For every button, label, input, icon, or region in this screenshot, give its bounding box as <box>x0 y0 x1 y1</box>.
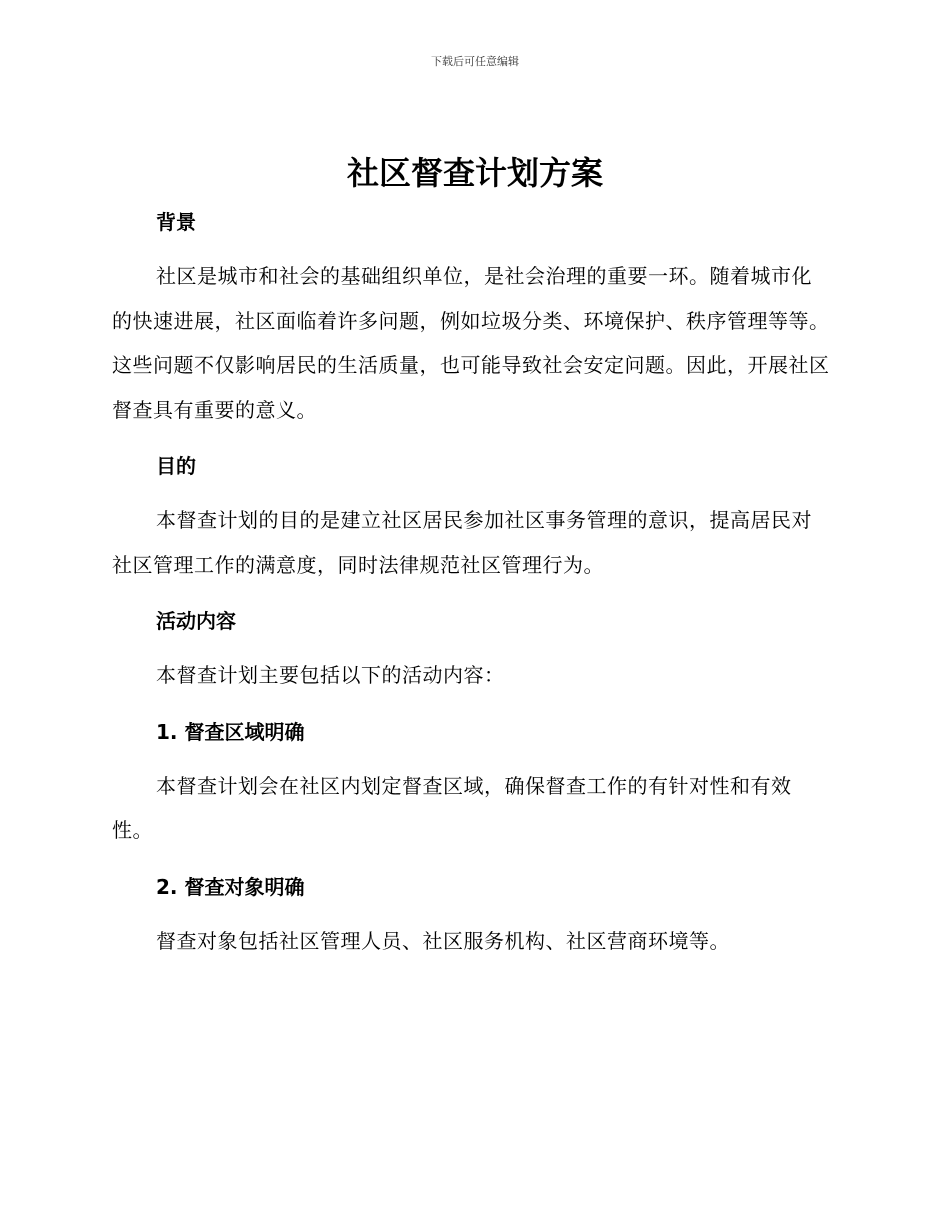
section-text-item-2: 督查对象包括社区管理人员、社区服务机构、社区营商环境等。 <box>156 928 730 953</box>
document-title: 社区督查计划方案 <box>346 154 603 192</box>
section-text-item-1: 本督查计划会在社区内划定督查区域，确保督查工作的有针对性和有效性。 <box>112 773 792 842</box>
section-text-background: 社区是城市和社会的基础组织单位，是社会治理的重要一环。随着城市化的快速进展，社区面临着许多问题，例如垃圾分类、环境保护、秩序管理等等。这些问题不仅影响居民的生活质量，也可能导致社会安定问题。因此，开展社区督查具有重要的意义。 <box>112 264 830 422</box>
document-body <box>112 202 832 963</box>
section-heading-activities: 活动内容 <box>156 609 236 633</box>
section-heading-item-2: 2. 督查对象明确 <box>156 874 305 899</box>
section-heading-purpose: 目的 <box>156 454 196 478</box>
section-text-purpose: 本督查计划的目的是建立社区居民参加社区事务管理的意识，提高居民对社区管理工作的满意度，同时法律规范社区管理行为。 <box>112 508 812 577</box>
section-heading-background: 背景 <box>156 210 196 234</box>
section-heading-item-1: 1. 督查区域明确 <box>156 719 305 744</box>
section-text-activities: 本督查计划主要包括以下的活动内容： <box>156 663 505 687</box>
page-header-note: 下载后可任意编辑 <box>431 55 519 68</box>
